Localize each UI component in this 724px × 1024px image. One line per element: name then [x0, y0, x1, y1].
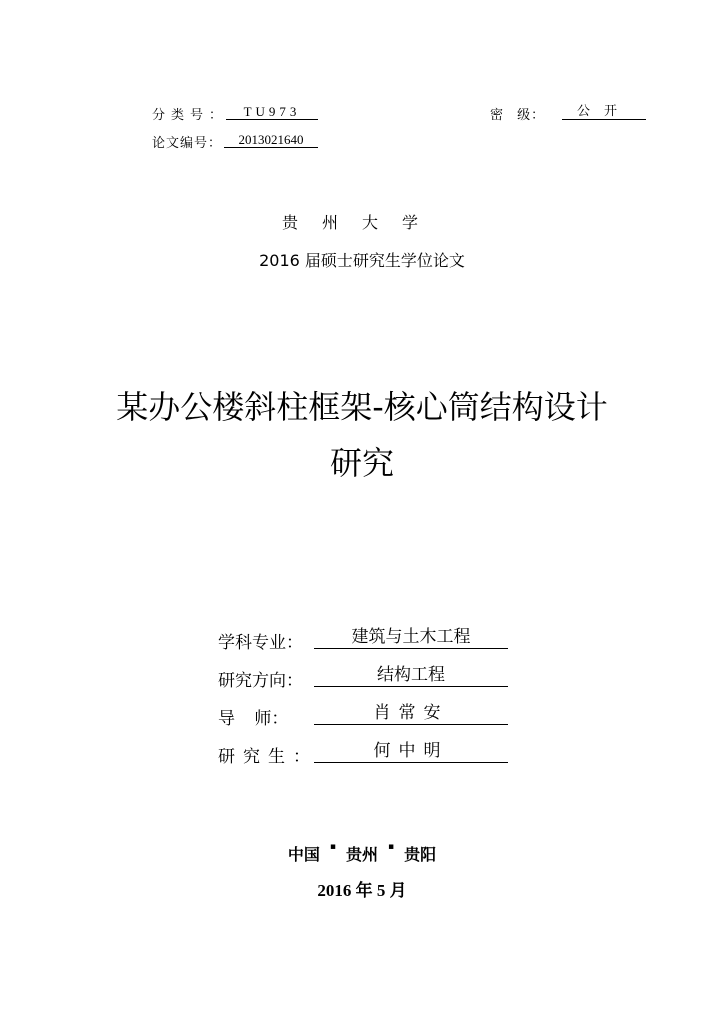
- student-value: 何中明: [314, 740, 508, 763]
- location-province: 贵州: [345, 845, 378, 864]
- submission-date: 2016 年 5 月: [317, 881, 407, 900]
- supervisor-label: 导 师：: [218, 709, 289, 729]
- thesis-title-line-2: 研究: [329, 444, 394, 482]
- location-country: 中国: [287, 845, 320, 864]
- location-line: [0, 842, 724, 865]
- classification-label: 分类号：: [152, 108, 229, 123]
- thesis-number-value: 2013021640: [224, 132, 318, 148]
- thesis-number-label: 论文编号：: [152, 136, 223, 151]
- classification-value: TU973: [226, 104, 318, 120]
- separator-icon: ▪: [388, 842, 395, 852]
- secrecy-value: 公开: [562, 104, 646, 120]
- research-direction-value: 结构工程: [314, 664, 508, 687]
- secrecy-label: 密 级：: [490, 108, 546, 123]
- student-label: 研究生：: [218, 747, 318, 767]
- thesis-batch: 2016 届硕士研究生学位论文: [259, 251, 465, 270]
- supervisor-value: 肖常安: [314, 702, 508, 725]
- research-direction-label: 研究方向：: [218, 671, 303, 691]
- location-city: 贵阳: [404, 845, 437, 864]
- major-value: 建筑与土木工程: [314, 626, 508, 649]
- major-label: 学科专业：: [218, 633, 303, 653]
- thesis-title-line-1: 某办公楼斜柱框架-核心筒结构设计: [116, 388, 608, 426]
- university-name: 贵州大学: [281, 213, 442, 232]
- separator-icon: ▪: [329, 842, 336, 852]
